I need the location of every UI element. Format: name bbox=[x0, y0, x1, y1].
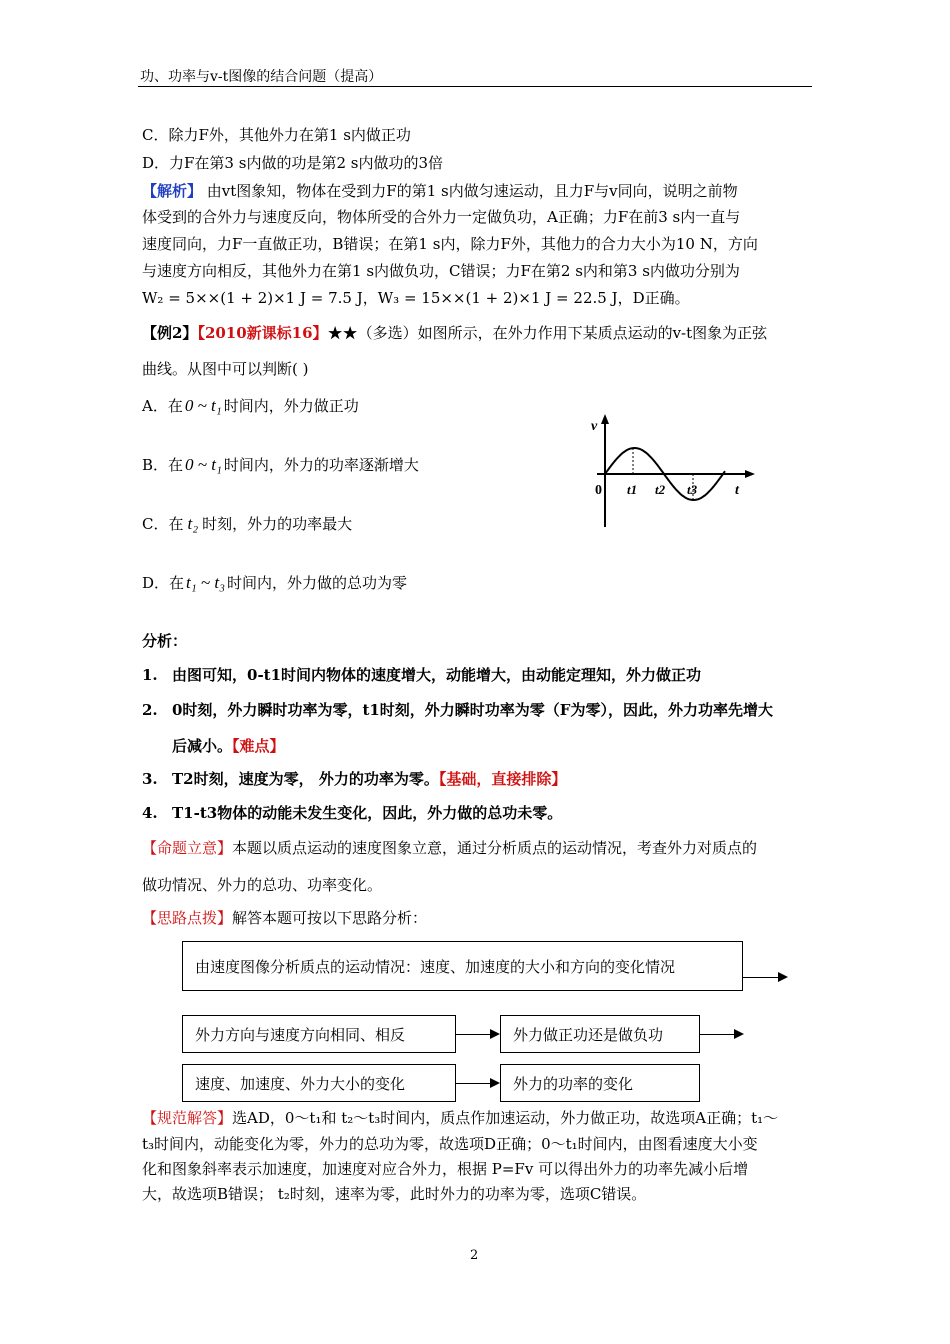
fenxi-text-2b: 后减小。 bbox=[172, 737, 233, 755]
flow-box-3-text: 外力做正功还是做负功 bbox=[513, 1025, 664, 1044]
fenxi-item-3 bbox=[142, 768, 566, 789]
fenxi-num-4: 4. bbox=[142, 804, 158, 822]
example2-source: 【2010新课标16】 bbox=[197, 324, 328, 342]
guifan-tag: 【规范解答】 bbox=[142, 1109, 233, 1127]
t-axis-arrow bbox=[745, 470, 755, 478]
example2-stars: ★★ bbox=[327, 324, 358, 342]
flow-arrow-4 bbox=[456, 1083, 498, 1084]
prev-option-c: C．除力F外，其他外力在第1 s内做正功 bbox=[142, 126, 411, 144]
t2-label: t2 bbox=[655, 482, 666, 497]
fenxi-tag-difficulty: 【难点】 bbox=[232, 737, 285, 755]
example2-question: （多选）如图所示，在外力作用下某质点运动的v-t图象为正弦 bbox=[357, 324, 768, 342]
analysis1-line2: 体受到的合外力与速度反向，物体所受的合外力一定做负功，A正确；力F在前3 s内一直与 bbox=[142, 208, 741, 226]
guifan-line3: 化和图象斜率表示加速度，加速度对应合外力，根据 P=Fv 可以得出外力的功率先减小后增 bbox=[142, 1160, 749, 1178]
t-label: t bbox=[735, 483, 739, 498]
analysis1-line4: 与速度方向相反，其他外力在第1 s内做负功，C错误；力F在第2 s内和第3 s内做功分别为 bbox=[142, 262, 740, 280]
vt-sine-graph bbox=[585, 412, 760, 530]
option-b-label: B．在 bbox=[142, 456, 184, 474]
example2-line2: 曲线。从图中可以判断( ) bbox=[142, 360, 309, 378]
t1-label: t1 bbox=[627, 482, 638, 497]
option-d-math: t₁ ~ t₃ bbox=[186, 573, 225, 592]
option-a-math: 0 ~ t₁ bbox=[184, 396, 222, 415]
option-c bbox=[142, 513, 352, 534]
option-b-text: 时间内，外力的功率逐渐增大 bbox=[223, 456, 419, 474]
option-a-text: 时间内，外力做正功 bbox=[223, 397, 359, 415]
prev-option-d: D．力F在第3 s内做的功是第2 s内做功的3倍 bbox=[142, 154, 443, 172]
fenxi-text-2: 0时刻，外力瞬时功率为零，t1时刻，外力瞬时功率为零（F为零），因此，外力功率先增大 bbox=[172, 701, 773, 719]
fenxi-item-4 bbox=[142, 802, 562, 823]
option-d-text: 时间内，外力做的总功为零 bbox=[227, 574, 408, 592]
option-d bbox=[142, 572, 407, 593]
analysis1-text1: 由vt图象知，物体在受到力F的第1 s内做匀速运动，且力F与v同向，说明之前物 bbox=[202, 182, 738, 200]
flow-box-1 bbox=[182, 941, 743, 991]
page-number: 2 bbox=[470, 1248, 479, 1263]
guifan-text1: 选AD，0～t₁和 t₂～t₃时间内，质点作加速运动，外力做正功，故选项A正确；t₁～ bbox=[232, 1109, 779, 1127]
analysis1-line5: W₂ = 5××(1 + 2)×1 J = 7.5 J，W₃ = 15××(1 + 2)×1 J = 22.5 J，D正确。 bbox=[142, 289, 690, 307]
flow-box-3 bbox=[500, 1015, 700, 1053]
flow-box-2-text: 外力方向与速度方向相同、相反 bbox=[195, 1025, 406, 1044]
option-b bbox=[142, 454, 419, 475]
fenxi-num-3: 3. bbox=[142, 770, 158, 788]
fenxi-text-3: T2时刻，速度为零， 外力的功率为零。 bbox=[172, 770, 439, 788]
example2-tag: 【例2】 bbox=[142, 324, 198, 342]
mingti-line2: 做功情况、外力的总功、功率变化。 bbox=[142, 876, 383, 894]
origin-label: 0 bbox=[595, 483, 602, 498]
fenxi-num-2: 2. bbox=[142, 701, 158, 719]
v-label: v bbox=[591, 419, 598, 434]
option-c-text: 时刻，外力的功率最大 bbox=[202, 515, 353, 533]
option-b-math: 0 ~ t₁ bbox=[185, 455, 222, 474]
option-a-label: A．在 bbox=[142, 397, 183, 415]
option-c-label: C．在 bbox=[142, 515, 184, 533]
flow-box-4-text: 速度、加速度、外力大小的变化 bbox=[195, 1074, 406, 1093]
v-axis-arrow bbox=[601, 414, 609, 424]
flow-box-1-text: 由速度图像分析质点的运动情况：速度、加速度的大小和方向的变化情况 bbox=[195, 957, 676, 976]
option-a bbox=[142, 395, 359, 416]
fenxi-item-2-cont bbox=[172, 735, 285, 756]
flow-box-5 bbox=[500, 1064, 700, 1102]
flow-arrow-2 bbox=[456, 1034, 498, 1035]
flow-box-5-text: 外力的功率的变化 bbox=[513, 1074, 634, 1093]
fenxi-item-1 bbox=[142, 664, 701, 685]
t3-label: t3 bbox=[687, 482, 698, 497]
page-header-title: 功、功率与v-t图像的结合问题（提高） bbox=[140, 69, 383, 85]
analysis1-line3: 速度同向，力F一直做正功，B错误；在第1 s内，除力F外，其他力的合力大小为10 N，方向 bbox=[142, 235, 758, 253]
analysis1-line1 bbox=[142, 180, 738, 201]
example2-line1 bbox=[142, 322, 767, 343]
silu-tag: 【思路点拨】 bbox=[142, 909, 233, 927]
flow-box-2 bbox=[182, 1015, 456, 1053]
fenxi-title: 分析： bbox=[142, 632, 188, 650]
analysis1-tag: 【解析】 bbox=[142, 182, 203, 200]
fenxi-num-1: 1. bbox=[142, 666, 158, 684]
option-c-math: t₂ bbox=[187, 514, 199, 533]
guifan-line2: t₃时间内，动能变化为零，外力的总功为零，故选项D正确；0～t₁时间内，由图看速度大小变 bbox=[142, 1135, 758, 1153]
guifan-line4: 大，故选项B错误； t₂时刻，速率为零，此时外力的功率为零，选项C错误。 bbox=[142, 1185, 647, 1203]
flow-arrow-1 bbox=[743, 977, 786, 978]
fenxi-item-2 bbox=[142, 699, 773, 720]
fenxi-text-1: 由图可知，0-t1时间内物体的速度增大，动能增大，由动能定理知，外力做正功 bbox=[172, 666, 702, 684]
flow-box-4 bbox=[182, 1064, 456, 1102]
mingti-tag: 【命题立意】 bbox=[142, 839, 233, 857]
mingti-text1: 本题以质点运动的速度图象立意，通过分析质点的运动情况，考查外力对质点的 bbox=[232, 839, 758, 857]
option-d-label: D．在 bbox=[142, 574, 185, 592]
silu-line bbox=[142, 907, 427, 928]
mingti-line1 bbox=[142, 837, 757, 858]
flow-arrow-3 bbox=[700, 1034, 742, 1035]
fenxi-text-4: T1-t3物体的动能未发生变化，因此，外力做的总功未零。 bbox=[172, 804, 563, 822]
guifan-line1 bbox=[142, 1107, 778, 1128]
fenxi-tag-basic: 【基础，直接排除】 bbox=[438, 770, 567, 788]
silu-text: 解答本题可按以下思路分析： bbox=[232, 909, 428, 927]
header-divider bbox=[138, 86, 812, 87]
